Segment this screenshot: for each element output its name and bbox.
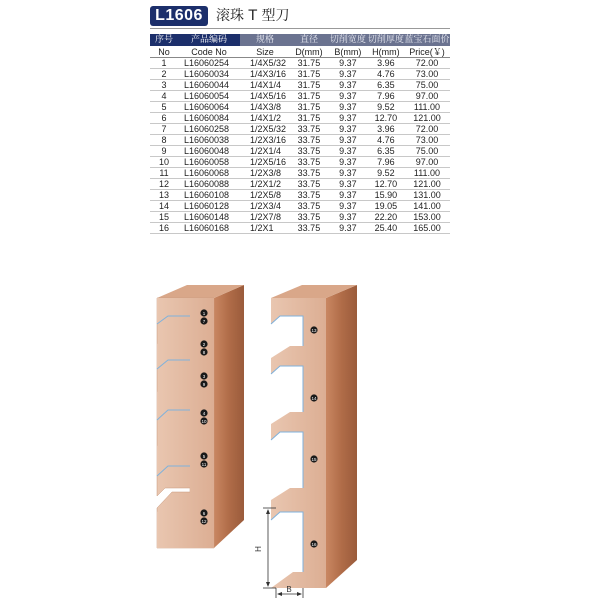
- cell-cut-thickness: 19.05: [368, 201, 404, 212]
- profile-marker: [200, 348, 207, 355]
- cell-price: 72.00: [404, 58, 450, 69]
- profile-marker-label: 15: [311, 456, 317, 462]
- cell-cut-width: 9.37: [328, 58, 368, 69]
- header-cn-code: 产品编码: [178, 34, 240, 46]
- profile-marker: [310, 540, 317, 547]
- cell-code: L16060054: [178, 91, 240, 102]
- cell-no: 11: [150, 168, 178, 179]
- cell-size: 1/2X5/32: [240, 124, 290, 135]
- header-cn-size: 规格: [240, 34, 290, 46]
- cell-no: 10: [150, 157, 178, 168]
- dimension-h: [263, 508, 276, 588]
- cell-code: L16060064: [178, 102, 240, 113]
- cell-diameter: 33.75: [290, 168, 328, 179]
- left-block-side: [214, 285, 244, 548]
- cell-cut-width: 9.37: [328, 190, 368, 201]
- profile-marker-label: 2: [202, 341, 206, 347]
- header-cn-no: 序号: [150, 34, 178, 46]
- dimension-h-label: H: [254, 546, 263, 552]
- cell-diameter: 33.75: [290, 212, 328, 223]
- header-cn-cut-width: 切削宽度: [329, 35, 366, 45]
- profile-marker-label: 16: [311, 541, 317, 547]
- cell-cut-width: 9.37: [328, 223, 368, 234]
- cell-price: 75.00: [404, 146, 450, 157]
- cell-no: 15: [150, 212, 178, 223]
- cell-price: 111.00: [404, 102, 450, 113]
- cell-code: L16060068: [178, 168, 240, 179]
- profile-marker: [310, 326, 317, 333]
- header-cn-diameter: 直径: [290, 34, 328, 46]
- cell-size: 1/4X3/16: [240, 69, 290, 80]
- cell-price: 72.00: [404, 124, 450, 135]
- cell-cut-thickness: 7.96: [368, 91, 404, 102]
- header-en-no: No: [150, 46, 178, 58]
- cell-code: L16060038: [178, 135, 240, 146]
- cell-size: 1/2X5/16: [240, 157, 290, 168]
- profile-marker-label: 8: [202, 349, 206, 355]
- cell-cut-thickness: 12.70: [368, 179, 404, 190]
- cell-diameter: 31.75: [290, 113, 328, 124]
- cell-cut-width: 9.37: [328, 69, 368, 80]
- cell-cut-width: 9.37: [328, 80, 368, 91]
- cell-size: 1/2X7/8: [240, 212, 290, 223]
- cell-size: 1/2X3/8: [240, 168, 290, 179]
- cell-cut-width: 9.37: [328, 157, 368, 168]
- profile-marker-label: 3: [202, 373, 206, 379]
- profile-marker-label: 5: [202, 453, 206, 459]
- cell-diameter: 31.75: [290, 58, 328, 69]
- cell-price: 141.00: [404, 201, 450, 212]
- cell-cut-thickness: 25.40: [368, 223, 404, 234]
- profile-marker: [200, 372, 207, 379]
- cell-cut-thickness: 4.76: [368, 69, 404, 80]
- cell-diameter: 31.75: [290, 80, 328, 91]
- cell-price: 73.00: [404, 135, 450, 146]
- profile-marker-label: 7: [202, 318, 206, 324]
- cell-cut-thickness: 9.52: [368, 168, 404, 179]
- cell-cut-thickness: 9.52: [368, 102, 404, 113]
- header-en-code: Code No: [178, 46, 240, 58]
- cell-price: 75.00: [404, 80, 450, 91]
- cell-code: L16060254: [178, 58, 240, 69]
- cell-code: L16060168: [178, 223, 240, 234]
- cell-no: 4: [150, 91, 178, 102]
- profile-marker: [200, 452, 207, 459]
- cell-code: L16060084: [178, 113, 240, 124]
- cell-no: 8: [150, 135, 178, 146]
- cell-code: L16060148: [178, 212, 240, 223]
- profile-marker: [200, 340, 207, 347]
- header-en-price: Price(￥): [404, 46, 450, 58]
- cell-no: 9: [150, 146, 178, 157]
- profile-marker-label: 11: [201, 461, 207, 467]
- cell-cut-thickness: 15.90: [368, 190, 404, 201]
- cell-price: 153.00: [404, 212, 450, 223]
- cell-no: 5: [150, 102, 178, 113]
- cell-size: 1/2X1/4: [240, 146, 290, 157]
- cell-size: 1/2X1: [240, 223, 290, 234]
- cell-price: 131.00: [404, 190, 450, 201]
- cell-size: 1/4X1/2: [240, 113, 290, 124]
- cell-diameter: 33.75: [290, 190, 328, 201]
- profile-marker-label: 10: [201, 418, 207, 424]
- cell-cut-thickness: 3.96: [368, 124, 404, 135]
- cell-no: 16: [150, 223, 178, 234]
- cell-cut-width: 9.37: [328, 124, 368, 135]
- cell-size: 1/4X3/8: [240, 102, 290, 113]
- cell-size: 1/2X3/16: [240, 135, 290, 146]
- cell-cut-width: 9.37: [328, 179, 368, 190]
- cell-no: 3: [150, 80, 178, 91]
- profile-marker: [200, 317, 207, 324]
- profile-marker: [200, 380, 207, 387]
- cell-cut-thickness: 6.35: [368, 80, 404, 91]
- cell-price: 111.00: [404, 168, 450, 179]
- header-en-diameter: D(mm): [290, 46, 328, 58]
- cell-cut-width: 9.37: [328, 146, 368, 157]
- left-profile-block: [157, 285, 244, 548]
- cell-cut-width: 9.37: [328, 91, 368, 102]
- profile-marker: [200, 309, 207, 316]
- profile-marker-label: 12: [201, 518, 207, 524]
- header-cn-price: 蓝宝石面价: [404, 35, 450, 45]
- model-number-badge: L1606: [150, 6, 208, 26]
- cell-no: 7: [150, 124, 178, 135]
- right-block-front: [271, 298, 326, 588]
- right-block-side: [326, 285, 357, 588]
- cell-diameter: 33.75: [290, 179, 328, 190]
- cell-price: 121.00: [404, 113, 450, 124]
- cell-cut-width: 9.37: [328, 113, 368, 124]
- cell-size: 1/2X1/2: [240, 179, 290, 190]
- cell-no: 6: [150, 113, 178, 124]
- profile-marker: [200, 409, 207, 416]
- cell-diameter: 33.75: [290, 201, 328, 212]
- right-profile-block: [254, 285, 357, 598]
- cell-code: L16060044: [178, 80, 240, 91]
- cell-cut-thickness: 3.96: [368, 58, 404, 69]
- cell-cut-width: 9.37: [328, 135, 368, 146]
- cell-cut-thickness: 4.76: [368, 135, 404, 146]
- profile-marker-label: 1: [202, 310, 206, 316]
- cell-no: 12: [150, 179, 178, 190]
- cell-cut-width: 9.37: [328, 102, 368, 113]
- cell-size: 1/4X5/32: [240, 58, 290, 69]
- cell-no: 2: [150, 69, 178, 80]
- profile-marker-label: 9: [202, 381, 206, 387]
- cell-diameter: 31.75: [290, 91, 328, 102]
- cell-code: L16060108: [178, 190, 240, 201]
- cell-diameter: 31.75: [290, 69, 328, 80]
- cell-code: L16060258: [178, 124, 240, 135]
- cell-no: 14: [150, 201, 178, 212]
- cell-cut-width: 9.37: [328, 168, 368, 179]
- cell-size: 1/4X1/4: [240, 80, 290, 91]
- profile-marker: [200, 509, 207, 516]
- cell-cut-width: 9.37: [328, 212, 368, 223]
- cell-diameter: 33.75: [290, 135, 328, 146]
- cell-size: 1/2X3/4: [240, 201, 290, 212]
- cell-price: 97.00: [404, 91, 450, 102]
- cell-diameter: 33.75: [290, 146, 328, 157]
- cell-diameter: 33.75: [290, 157, 328, 168]
- profile-marker: [200, 417, 207, 424]
- dimension-b-label: B: [286, 585, 292, 594]
- cell-cut-width: 9.37: [328, 201, 368, 212]
- cell-cut-thickness: 12.70: [368, 113, 404, 124]
- cell-size: 1/2X5/8: [240, 190, 290, 201]
- profile-marker-label: 13: [311, 327, 317, 333]
- profile-marker-label: 6: [202, 510, 206, 516]
- profile-marker: [310, 394, 317, 401]
- header-en-cut-width: B(mm): [328, 46, 368, 58]
- cell-no: 13: [150, 190, 178, 201]
- profile-marker-label: 14: [311, 395, 317, 401]
- cell-code: L16060048: [178, 146, 240, 157]
- cell-code: L16060128: [178, 201, 240, 212]
- cell-size: 1/4X5/16: [240, 91, 290, 102]
- profile-marker: [200, 517, 207, 524]
- cell-price: 73.00: [404, 69, 450, 80]
- cell-diameter: 31.75: [290, 102, 328, 113]
- cell-cut-thickness: 7.96: [368, 157, 404, 168]
- profile-marker: [310, 455, 317, 462]
- cell-code: L16060034: [178, 69, 240, 80]
- profile-marker-label: 4: [202, 410, 206, 416]
- cell-diameter: 33.75: [290, 124, 328, 135]
- header-en-cut-thickness: H(mm): [368, 46, 404, 58]
- header-en-size: Size: [240, 46, 290, 58]
- cell-cut-thickness: 6.35: [368, 146, 404, 157]
- cell-no: 1: [150, 58, 178, 69]
- cell-price: 121.00: [404, 179, 450, 190]
- product-title: 滚珠 T 型刀: [216, 8, 290, 24]
- cell-code: L16060058: [178, 157, 240, 168]
- cell-diameter: 33.75: [290, 223, 328, 234]
- cell-code: L16060088: [178, 179, 240, 190]
- cell-price: 165.00: [404, 223, 450, 234]
- cell-cut-thickness: 22.20: [368, 212, 404, 223]
- header-cn-cut-thickness: 切削厚度: [367, 35, 404, 45]
- profile-marker: [200, 460, 207, 467]
- cell-price: 97.00: [404, 157, 450, 168]
